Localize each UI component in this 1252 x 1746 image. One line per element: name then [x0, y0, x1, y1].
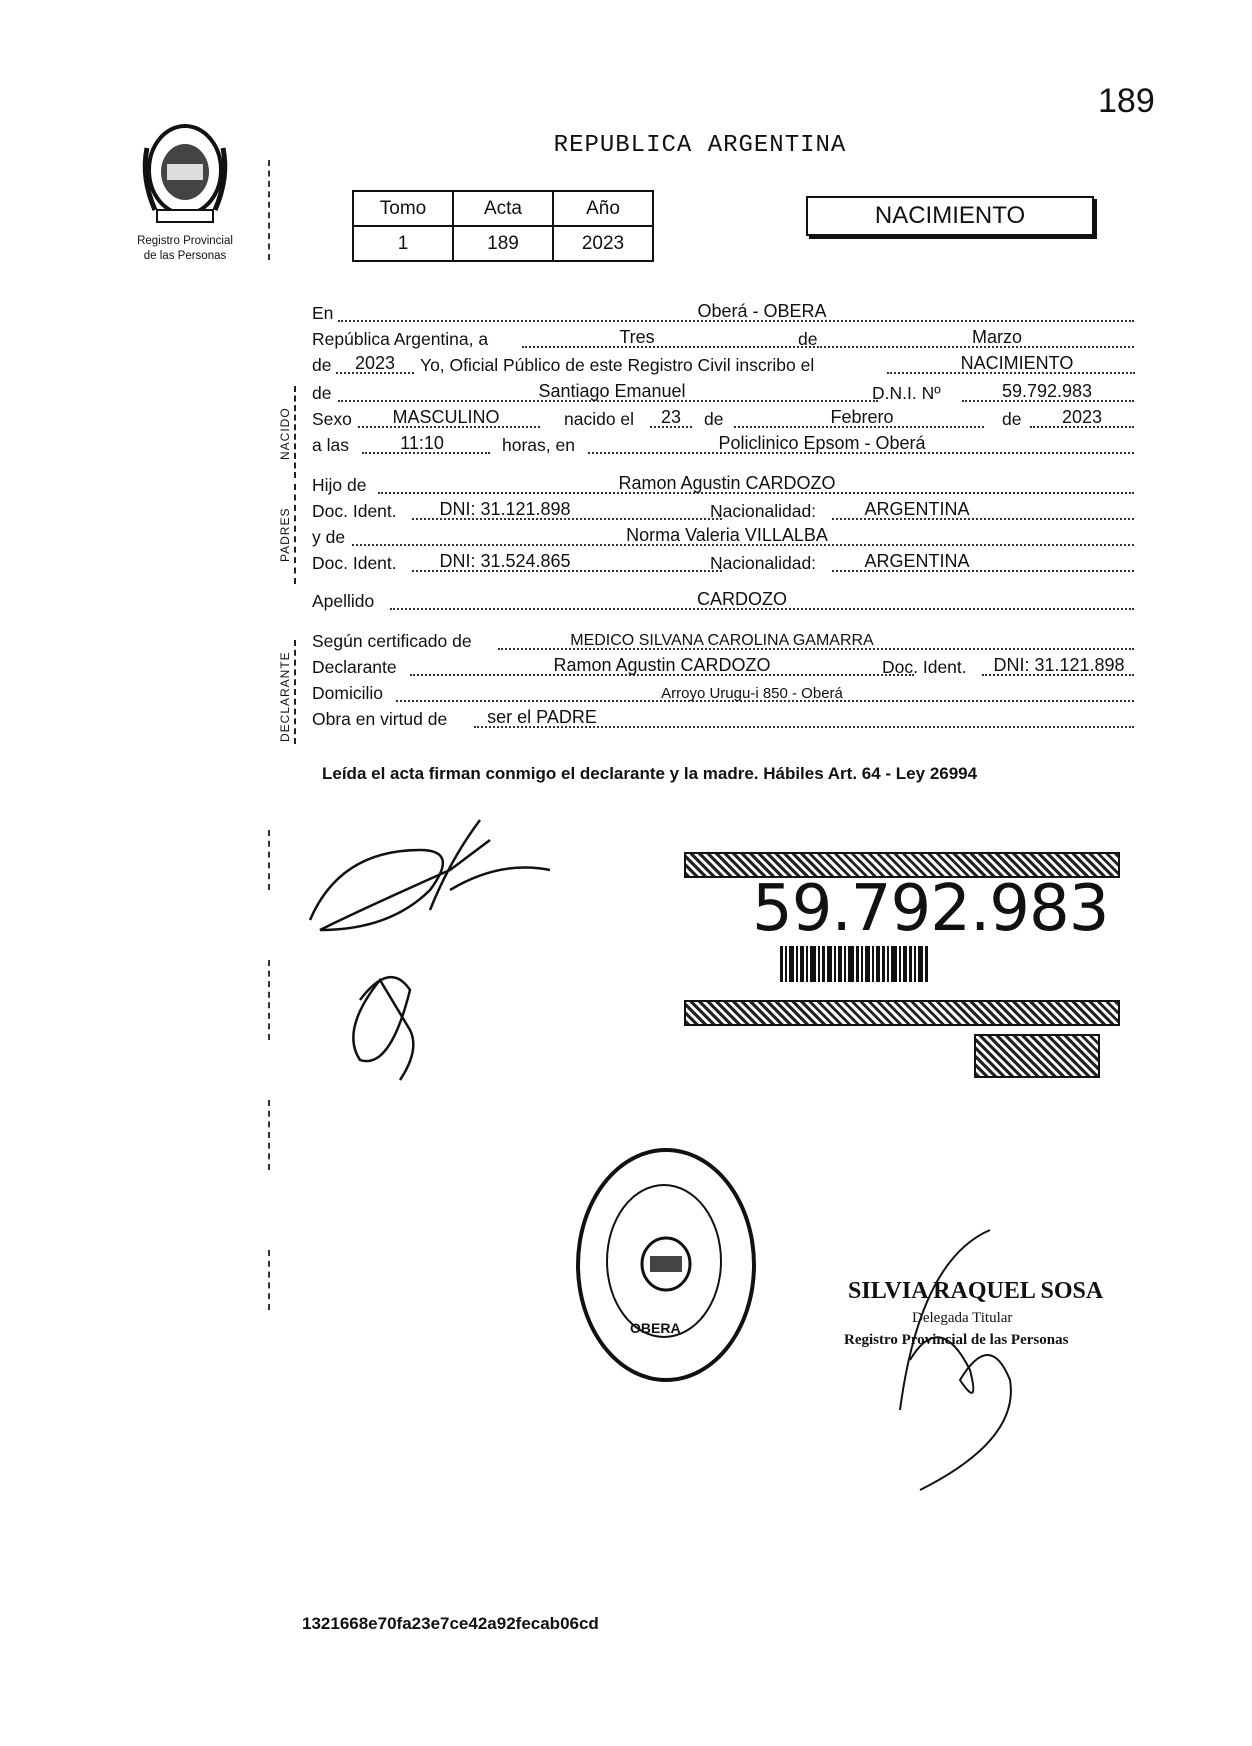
label-y-de: y de — [312, 527, 346, 547]
margin-dash — [268, 160, 270, 260]
header-acta: Acta — [453, 191, 553, 226]
label-de-year: de — [312, 355, 332, 375]
father-doc-value: DNI: 31.121.898 — [439, 499, 571, 519]
stamp-seal-icon — [638, 1236, 694, 1292]
record-table — [352, 190, 654, 262]
birth-place-value: Policlinico Epsom - Oberá — [718, 433, 926, 453]
mother-nat-value: ARGENTINA — [864, 551, 970, 571]
label-doc-ident-father: Doc. Ident. — [312, 501, 397, 521]
mother-value: Norma Valeria VILLALBA — [626, 525, 828, 545]
sex-value: MASCULINO — [392, 407, 500, 427]
declarant-doc-value: DNI: 31.121.898 — [993, 655, 1125, 675]
value-acta: 189 — [453, 226, 553, 261]
delegation-stamp — [576, 1148, 756, 1382]
father-nat-value: ARGENTINA — [864, 499, 970, 519]
signatory-org: Registro Provincial de las Personas — [844, 1332, 1069, 1348]
margin-dash — [268, 960, 270, 1040]
logo-caption-1: Registro Provincial — [137, 235, 233, 247]
label-declarante: Declarante — [312, 657, 397, 677]
official-signature — [860, 1220, 1060, 1510]
label-yo-oficial: Yo, Oficial Público de este Registro Civil inscribo el — [420, 355, 815, 375]
logo-caption-2: de las Personas — [143, 250, 227, 262]
statement-text: Leída el acta firman conmigo el declarante y la madre. Hábiles Art. 64 - Ley 26994 — [322, 764, 978, 783]
security-mark — [974, 1034, 1100, 1078]
certificate-value: MEDICO SILVANA CAROLINA GAMARRA — [570, 632, 874, 649]
label-horas-en: horas, en — [502, 435, 575, 455]
margin-dash — [268, 1100, 270, 1170]
header-anio: Año — [553, 191, 653, 226]
place-value: Oberá - OBERA — [697, 301, 827, 321]
label-domicilio: Domicilio — [312, 683, 383, 703]
signatory-name: SILVIA RAQUEL SOSA — [848, 1278, 1104, 1304]
label-sexo: Sexo — [312, 409, 352, 429]
page-number: 189 — [1098, 82, 1155, 120]
label-nacionalidad-mother: Nacionalidad: — [710, 553, 817, 573]
document-hash: 1321668e70fa23e7ce42a92fecab06cd — [302, 1614, 599, 1633]
security-band-bottom — [684, 1000, 1120, 1026]
side-label-padres: PADRES — [278, 507, 292, 562]
label-doc-ident-mother: Doc. Ident. — [312, 553, 397, 573]
birth-month-value: Febrero — [830, 407, 894, 427]
event-value: NACIMIENTO — [960, 353, 1074, 373]
record-type: NACIMIENTO — [806, 196, 1094, 236]
side-label-nacido: NACIDO — [278, 407, 292, 460]
margin-dash — [268, 1250, 270, 1310]
nacido-bracket — [294, 386, 296, 478]
father-value: Ramon Agustin CARDOZO — [618, 473, 836, 493]
name-value: Santiago Emanuel — [538, 381, 686, 401]
value-anio: 2023 — [553, 226, 653, 261]
capacity-value: ser el PADRE — [487, 707, 597, 727]
label-obra-virtud: Obra en virtud de — [312, 709, 448, 729]
birth-day-value: 23 — [660, 407, 682, 427]
label-dni: D.N.I. Nº — [872, 383, 941, 403]
day-value: Tres — [619, 327, 655, 347]
label-republica: República Argentina, a — [312, 329, 489, 349]
label-a-las: a las — [312, 435, 349, 455]
label-doc-ident-declarant: Doc. Ident. — [882, 657, 967, 677]
time-value: 11:10 — [400, 433, 444, 453]
header-tomo: Tomo — [353, 191, 453, 226]
label-hijo-de: Hijo de — [312, 475, 367, 495]
barcode — [780, 946, 1020, 982]
label-segun-certificado: Según certificado de — [312, 631, 472, 651]
margin-dash — [268, 830, 270, 890]
declarant-value: Ramon Agustin CARDOZO — [553, 655, 771, 675]
label-de-birth-year: de — [1002, 409, 1022, 429]
label-nacionalidad-father: Nacionalidad: — [710, 501, 817, 521]
declarante-bracket — [294, 640, 296, 744]
country-heading: REPUBLICA ARGENTINA — [553, 132, 847, 159]
mother-doc-value: DNI: 31.524.865 — [439, 551, 571, 571]
stamp-city: OBERA — [630, 1320, 681, 1336]
label-en: En — [312, 303, 334, 323]
id-number: 59.792.983 — [752, 872, 1109, 946]
province-seal-icon — [137, 118, 233, 228]
padres-bracket — [294, 484, 296, 584]
address-value: Arroyo Urugu-i 850 - Oberá — [661, 685, 843, 702]
surname-value: CARDOZO — [697, 589, 787, 609]
value-tomo: 1 — [353, 226, 453, 261]
declarant-signature — [300, 810, 560, 1130]
label-nacido-el: nacido el — [564, 409, 635, 429]
month-value: Marzo — [971, 327, 1022, 347]
birth-year-value: 2023 — [1061, 407, 1103, 427]
province-logo — [120, 118, 250, 263]
dni-value: 59.792.983 — [1001, 381, 1093, 401]
signatory-role: Delegada Titular — [912, 1310, 1013, 1326]
side-label-declarante: DECLARANTE — [278, 651, 292, 742]
label-de-birth-month: de — [704, 409, 724, 429]
label-de-month: de — [798, 329, 818, 349]
label-de-name: de — [312, 383, 332, 403]
label-apellido: Apellido — [312, 591, 375, 611]
year-value: 2023 — [354, 353, 396, 373]
